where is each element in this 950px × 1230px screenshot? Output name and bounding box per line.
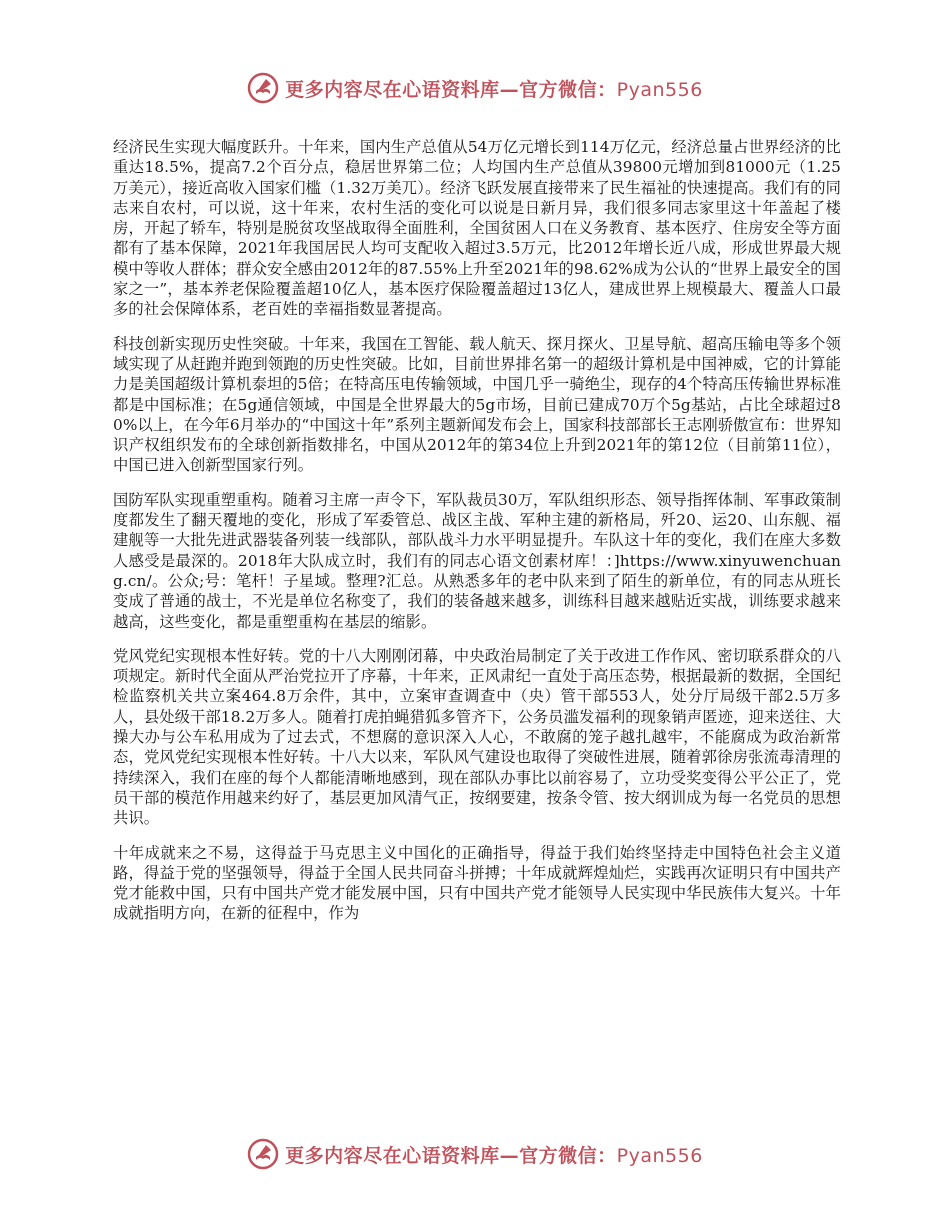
paragraph-technology: 科技创新实现历史性突破。十年来，我国在工智能、载人航天、探月探火、卫星导航、超高压输电等多个领域实现了从赶跑并跑到领跑的历史性突破。比如，目前世界排名第一的超级计算机是中国神威，它的计算能力是美国超级计算机泰坦的5倍；在特高压电传输领域，中国几乎一骑绝尘，现存的4个特高压传输世界标准都是中国标准；在5g通信领域，中国是全世界最大的5g市场，目前已建成70万个5g基站，占比全球超过80%以上，在今年6月举办的“中国这十年”系列主题新闻发布会上，国家科技部部长王志刚骄傲宣布：世界知识产权组织发布的全球创新指数排名，中国从2012年的第34位上升到2021年的第12位（目前第11位），中国已进入创新型国家行列。 [113, 334, 841, 475]
paragraph-party-discipline: 党风党纪实现根本性好转。党的十八大刚刚闭幕，中央政治局制定了关于改进工作作风、密切联系群众的八项规定。新时代全面从严治党拉开了序幕，十年来，正风肃纪一直处于高压态势，根据最新的数据，全国纪检监察机关共立案464.8万余件，其中，立案审查调查中（央）管干部553人，处分厅局级干部2.5万多人，县处级干部18.2万多人。随着打虎拍蝇猎狐多管齐下，公务员滥发福利的现象销声匿迹，迎来送往、大操大办与公车私用成为了过去式，不想腐的意识深入人心，不敢腐的笼子越扎越牢，不能腐成为政治新常态，党风党纪实现根本性好转。十八大以来，军队风气建设也取得了突破性进展，随着郭徐房张流毒清理的持续深入，我们在座的每个人都能清晰地感到，现在部队办事比以前容易了，立功受奖变得公平公正了，党员干部的模范作用越来约好了，基层更加风清气正，按纲要建，按条令管、按大纲训成为每一名党员的思想共识。 [113, 646, 841, 828]
paragraph-conclusion: 十年成就来之不易，这得益于马克思主义中国化的正确指导，得益于我们始终坚持走中国特色社会主义道路，得益于党的坚强领导，得益于全国人民共同奋斗拼搏；十年成就辉煌灿烂，实践再次证明只有中国共产党才能救中国，只有中国共产党才能发展中国，只有中国共产党才能领导人民实现中华民族伟大复兴。十年成就指明方向，在新的征程中，作为 [113, 843, 841, 923]
watermark-text: 更多内容尽在心语资料库—官方微信：Pyan556 [285, 1144, 703, 1167]
document-body [113, 137, 841, 938]
paragraph-military: 国防军队实现重塑重构。随着习主席一声令下，军队裁员30万，军队组织形态、领导指挥体制、军事政策制度都发生了翻天覆地的变化，形成了军委管总、战区主战、军种主建的新格局，歼20、运20、山东舰、福建舰等一大批先进武器装备列装一线部队，部队战斗力水平明显提升。车队这十年的变化，我们在座大多数人感受是最深的。2018年大队成立时，我们有的同志心语文创素材库！：]https://www.xinyuwenchuang.cn/。公众;号：笔杆！子星域。整理?汇总。从熟悉多年的老中队来到了陌生的新单位，有的同志从班长变成了普通的战士，不光是单位名称变了，我们的装备越来越多，训练科目越来越贴近实战，训练要求越来越高，这些变化，都是重塑重构在基层的缩影。 [113, 490, 841, 631]
watermark-text: 更多内容尽在心语资料库—官方微信：Pyan556 [285, 78, 703, 101]
book-pen-logo-icon [247, 72, 279, 104]
wechat-id: Pyan556 [616, 1144, 703, 1167]
book-pen-logo-icon [247, 1138, 279, 1170]
paragraph-economy: 经济民生实现大幅度跃升。十年来，国内生产总值从54万亿元增长到114万亿元，经济总量占世界经济的比重达18.5%，提高7.2个百分点，稳居世界第二位；人均国内生产总值从39800元增加到81000元（1.25万美元），接近高收入国家们槛（1.32万美兀）。经济飞跃发展直接带来了民生福祉的快速提高。我们有的同志来自农村，可以说，这十年来，农村生活的变化可以说是日新月异，我们很多同志家里这十年盖起了楼房，开起了轿车，特别是脱贫攻坚战取得全面胜利，全国贫困人口在义务教育、基本医疗、住房安全等方面都有了基本保障，2021年我国居民人均可支配收入超过3.5万元，比2012年增长近八成，形成世界最大规模中等收人群体；群众安全感由2012年的87.55%上升至2021年的98.62%成为公认的“世界上最安全的国家之一”，基本养老保险覆盖超10亿人，基本医疗保险覆盖超过13亿人，建成世界上规模最大、覆盖人口最多的社会保障体系，老百姓的幸福指数显著提高。 [113, 138, 841, 319]
header-watermark-banner [0, 68, 950, 108]
footer-watermark-banner [0, 1134, 950, 1174]
wechat-id: Pyan556 [616, 78, 703, 101]
